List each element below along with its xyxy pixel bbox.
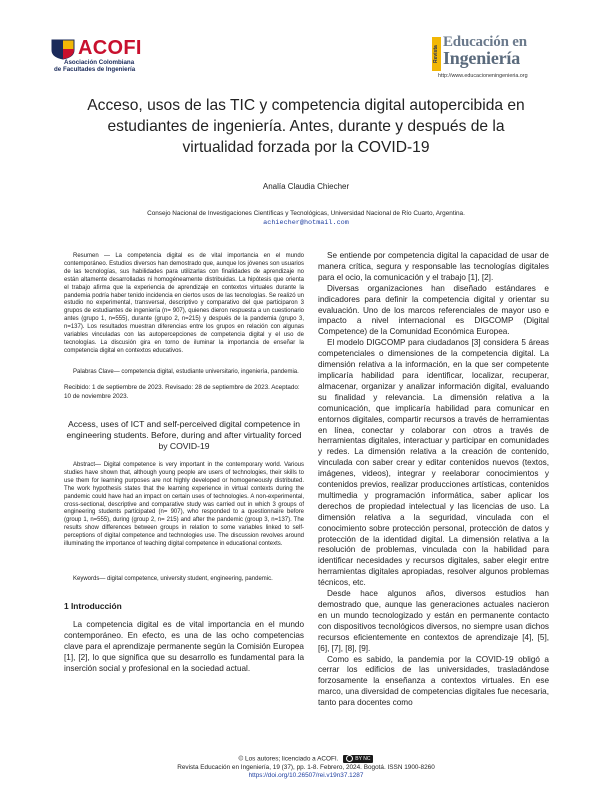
- author-affiliation: Consejo Nacional de Investigaciones Científicas y Tecnológicas, Universidad Nacional de Río Cuarto, Argentina.: [147, 210, 465, 217]
- author-name: Analía Claudia Chiecher: [262, 182, 350, 191]
- body-paragraph: Como es sabido, la pandemia por la COVID-19 obligó a cerrar los edificios de las universidades, trasladándose forzosamente la enseñanza a contextos virtuales. En ese marco, una diversidad de competencias digitales fue necesaria, tanto para docentes como: [318, 654, 549, 708]
- journal-logo: [432, 34, 544, 82]
- journal-tag: Revista: [432, 37, 441, 71]
- author-email-link[interactable]: achiecher@hotmail.com: [263, 219, 349, 227]
- acofi-subtitle-line2: de Facultades de Ingeniería: [54, 66, 136, 73]
- citation-line: Revista Educación en Ingeniería, 19 (37), pp. 1-8. Febrero, 2024. Bogotá. ISSN 1900-8260: [177, 763, 435, 771]
- keywords-es: Palabras Clave— competencia digital, estudiante universitario, ingeniería, pandemia.: [73, 369, 299, 375]
- title-en: Access, uses of ICT and self-perceived digital competence in engineering students. Before, during and after virtuality forced by COVID-19: [66, 419, 302, 451]
- license-text: © Los autores; licenciado a ACOFI.: [238, 755, 339, 763]
- received-dates: Recibido: 1 de septiembre de 2023. Revisado: 28 de septiembre de 2023. Aceptado: 10 de noviembre 2023.: [64, 384, 300, 400]
- journal-name-line1: Educación en: [443, 34, 527, 50]
- right-column: [318, 251, 549, 709]
- body-paragraph: Se entiende por competencia digital la capacidad de usar de manera crítica, segura y responsable las tecnologías digitales para el ocio, la comunicación y el trabajo [1], [2].: [318, 251, 549, 282]
- body-paragraph: El modelo DIGCOMP para ciudadanos [3] considera 5 áreas competenciales o dimensiones de la competencia digital. La dimensión relativa a la información, en la que ser competente implicaría habilidad para identificar, localizar, recuperar, almacenar, organizar y analizar información digital, evaluando su finalidad y relevancia. La dimensión relativa a la comunicación, que implicaría habilidad para comunicar en entornos digitales, compartir recursos a través de herramientas en línea, conectar y colaborar con otros a través de herramientas digitales, interactuar y participar en comunidades y redes. La dimensión relativa a la creación de contenido, vinculada con saber crear y editar contenidos nuevos (textos, imágenes, videos), integrar y reelaborar conocimientos y contenidos previos, realizar producciones artísticas, contenidos multimedia y programación informática, saber aplicar los derechos de propiedad intelectual y las licencias de uso. La dimensión relativa a la seguridad, vinculada con el conocimiento sobre protección personal, protección de datos y protección de la identidad digital. La dimensión relativa a la resolución de problemas, vinculada con la habilidad para identificar necesidades y recursos digitales, saber elegir entre herramientas digitales apropiadas, resolver algunos problemas técnicos, etc.: [318, 338, 549, 588]
- acofi-shield-icon: [50, 38, 76, 60]
- doi-link[interactable]: https://doi.org/10.26507/rei.v19n37.1287: [248, 772, 364, 780]
- body-paragraph: Desde hace algunos años, diversos estudios han demostrado que, aunque las generaciones actuales nacieron en un mundo tecnologizado y están en permanente contacto con dispositivos tecnológicos diversos, no siempre usan dichos recursos eficientemente en contextos de aprendizaje [4], [5], [6], [7], [8], [9].: [318, 589, 549, 653]
- acofi-wordmark: ACOFI: [78, 37, 142, 59]
- license-line: [0, 755, 612, 764]
- abstract-es: Resumen — La competencia digital es de vital importancia en el mundo contemporáneo. Estudios diversos han demostrado que, aunque los jóvenes son usuarios de las tecnologías, sus habilidades para utilizarlas con finalidades de aprendizaje no están altamente desarrolladas ni homogéneamente distribuidas. La hipótesis que orienta el trabajo afirma que la experiencia de aprendizaje en contextos virtuales durante la pandemia podría haber tenido incidencia en ciertos usos de las tecnologías. Se realizó un estudio no experimental, transversal, descriptivo y comparativo del que participaron 3 grupos de estudiantes de ingeniería (n= 907), quienes dieron respuesta a un cuestionario antes (grupo 1, n=555), durante (grupo 2, n=215) y después de la pandemia (grupo 3, n=137). Los resultados muestran diferencias entre los grupos en relación con algunas variables vinculadas con las autopercepciones de competencia digital y el uso de tecnologías. La discusión gira en torno de iluminar la importancia de enseñar la competencia digital en contextos educativos.: [64, 253, 304, 354]
- cc-license-label: BY NC: [355, 756, 371, 762]
- keywords-en: Keywords— digital competence, university student, engineering, pandemic.: [73, 576, 273, 582]
- acofi-logo: [50, 38, 162, 82]
- body-paragraph: Diversas organizaciones han diseñado estándares e indicadores para definir la competencia digital y orientar su evaluación. Uno de los marcos referenciales de mayor uso e impacto a nivel internacional es DIGCOMP (Digital Competence) de la Comunidad Económica Europea.: [318, 283, 549, 337]
- journal-name-line2: Ingeniería: [443, 48, 520, 68]
- intro-paragraph: La competencia digital es de vital importancia en el mundo contemporáneo. En efecto, es una de las ocho competencias clave para el aprendizaje permanente según la Comisión Europea [1], [2], lo que significa que su desarrollo es fundamental para la inserción social y profesional en la sociedad actual.: [64, 620, 304, 673]
- page-footer: [0, 755, 612, 781]
- paper-title: Acceso, usos de las TIC y competencia digital autopercibida en estudiantes de ingeniería. Antes, durante y después de la virtualidad forzada por la COVID-19: [87, 97, 525, 156]
- journal-url[interactable]: http://www.educacioneningenieria.org: [438, 73, 528, 79]
- acofi-subtitle-line1: Asociación Colombiana: [64, 59, 135, 66]
- cc-license-badge[interactable]: [343, 755, 373, 763]
- cc-icon: [346, 755, 353, 762]
- abstract-en: Abstract— Digital competence is very important in the contemporary world. Various studies have shown that, although young people are users of technologies, their skills to use them for learning purposes are not highly developed or homogeneously distributed. The work hypothesis states that the learning experience in virtual contexts during the pandemic could have had an impact on certain uses of technologies. A non-experimental, cross-sectional, descriptive and comparative study was carried out in which 3 groups of engineering students participated (n= 907), who responded to a questionnaire before (group 1, n=555), during (group 2, n= 215) and after the pandemic (group 3, n=137). The results show differences between groups in relation to some variables linked to self-perceptions of digital competence and technologies use. The discussion revolves around illuminating the importance of teaching digital competence in educational contexts.: [64, 462, 304, 548]
- section-heading-intro: 1 Introducción: [64, 601, 122, 611]
